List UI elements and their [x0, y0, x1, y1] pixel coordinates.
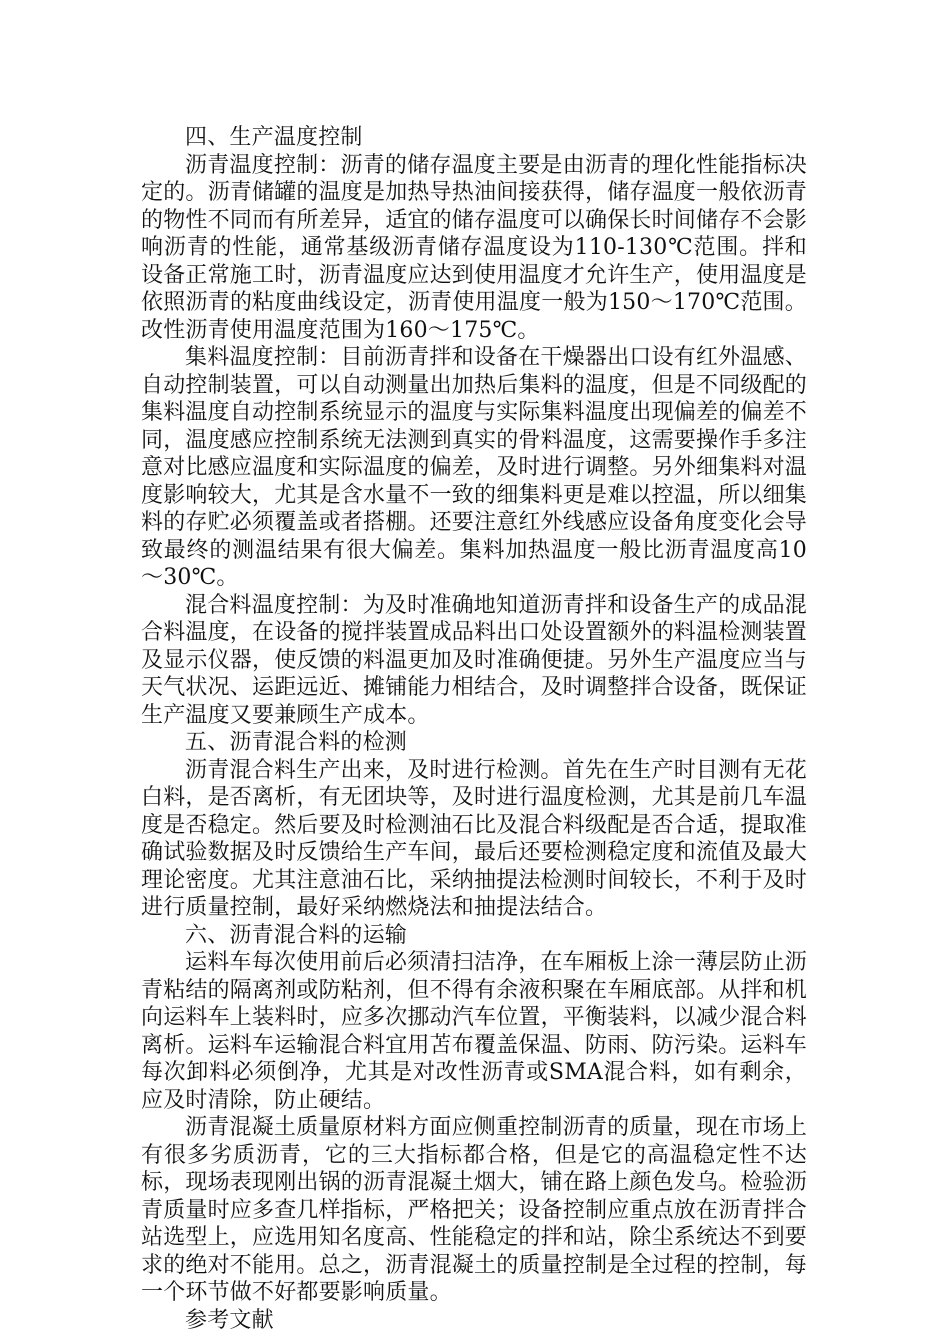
paragraph-asphalt-temperature: 沥青温度控制：沥青的储存温度主要是由沥青的理化性能指标决定的。沥青储罐的温度是加热导热油间接获得，储存温度一般依沥青的物性不同而有所差异，适宜的储存温度可以确保长时间储存不会影响沥青的性能，通常基级沥青储存温度设为110-130℃范围。拌和设备正常施工时，沥青温度应达到使用温度才允许生产，使用温度是依照沥青的粘度曲线设定，沥青使用温度一般为150～170℃范围。改性沥青使用温度范围为160～175℃。: [141, 152, 808, 343]
paragraph-mixture-testing: 沥青混合料生产出来，及时进行检测。首先在生产时目测有无花白料，是否离析，有无团块等，及时进行温度检测，尤其是前几车温度是否稳定。然后要及时检测油石比及混合料级配是否合适，提取准确试验数据及时反馈给生产车间，最后还要检测稳定度和流值及最大理论密度。尤其注意油石比，采纳抽提法检测时间较长，不利于及时进行质量控制，最好采纳燃烧法和抽提法结合。: [141, 757, 808, 920]
section-heading-production-temperature: 四、生产温度控制: [185, 125, 363, 150]
section-heading-mixture-testing: 五、沥青混合料的检测: [185, 730, 408, 755]
references-heading: 参考文献: [185, 1307, 274, 1333]
document-body: [141, 124, 807, 1334]
paragraph-transport: 运料车每次使用前后必须清扫洁净，在车厢板上涂一薄层防止沥青粘结的隔离剂或防粘剂，但不得有余液积聚在车厢底部。从拌和机向运料车上装料时，应多次挪动汽车位置，平衡装料，以减少混合料离析。运料车运输混合料宜用苫布覆盖保温、防雨、防污染。运料车每次卸料必须倒净，尤其是对改性沥青或SMA混合料，如有剩余，应及时清除，防止硬结。: [141, 950, 808, 1113]
paragraph-aggregate-temperature: 集料温度控制：目前沥青拌和设备在干燥器出口设有红外温感、自动控制装置，可以自动测量出加热后集料的温度，但是不同级配的集料温度自动控制系统显示的温度与实际集料温度出现偏差的偏差不同，温度感应控制系统无法测到真实的骨料温度，这需要操作手多注意对比感应温度和实际温度的偏差，及时进行调整。另外细集料对温度影响较大，尤其是含水量不一致的细集料更是难以控温，所以细集料的存贮必须覆盖或者搭棚。还要注意红外线感应设备角度变化会导致最终的测温结果有很大偏差。集料加热温度一般比沥青温度高10～30℃。: [141, 345, 808, 590]
section-heading-mixture-transport: 六、沥青混合料的运输: [185, 922, 408, 948]
paragraph-quality-summary: 沥青混凝土质量原材料方面应侧重控制沥青的质量，现在市场上有很多劣质沥青，它的三大指标都合格，但是它的高温稳定性不达标，现场表现刚出锅的沥青混凝土烟大，铺在路上颜色发乌。检验沥青质量时应多查几样指标，严格把关；设备控制应重点放在沥青拌合站选型上，应选用知名度高、性能稳定的拌和站，除尘系统达不到要求的绝对不能用。总之，沥青混凝土的质量控制是全过程的控制，每一个环节做不好都要影响质量。: [141, 1115, 808, 1305]
paragraph-mixture-temperature: 混合料温度控制：为及时准确地知道沥青拌和设备生产的成品混合料温度，在设备的搅拌装置成品料出口处设置额外的料温检测装置及显示仪器，使反馈的料温更加及时准确便捷。另外生产温度应当与天气状况、运距远近、摊铺能力相结合，及时调整拌合设备，既保证生产温度又要兼顾生产成本。: [141, 592, 808, 728]
